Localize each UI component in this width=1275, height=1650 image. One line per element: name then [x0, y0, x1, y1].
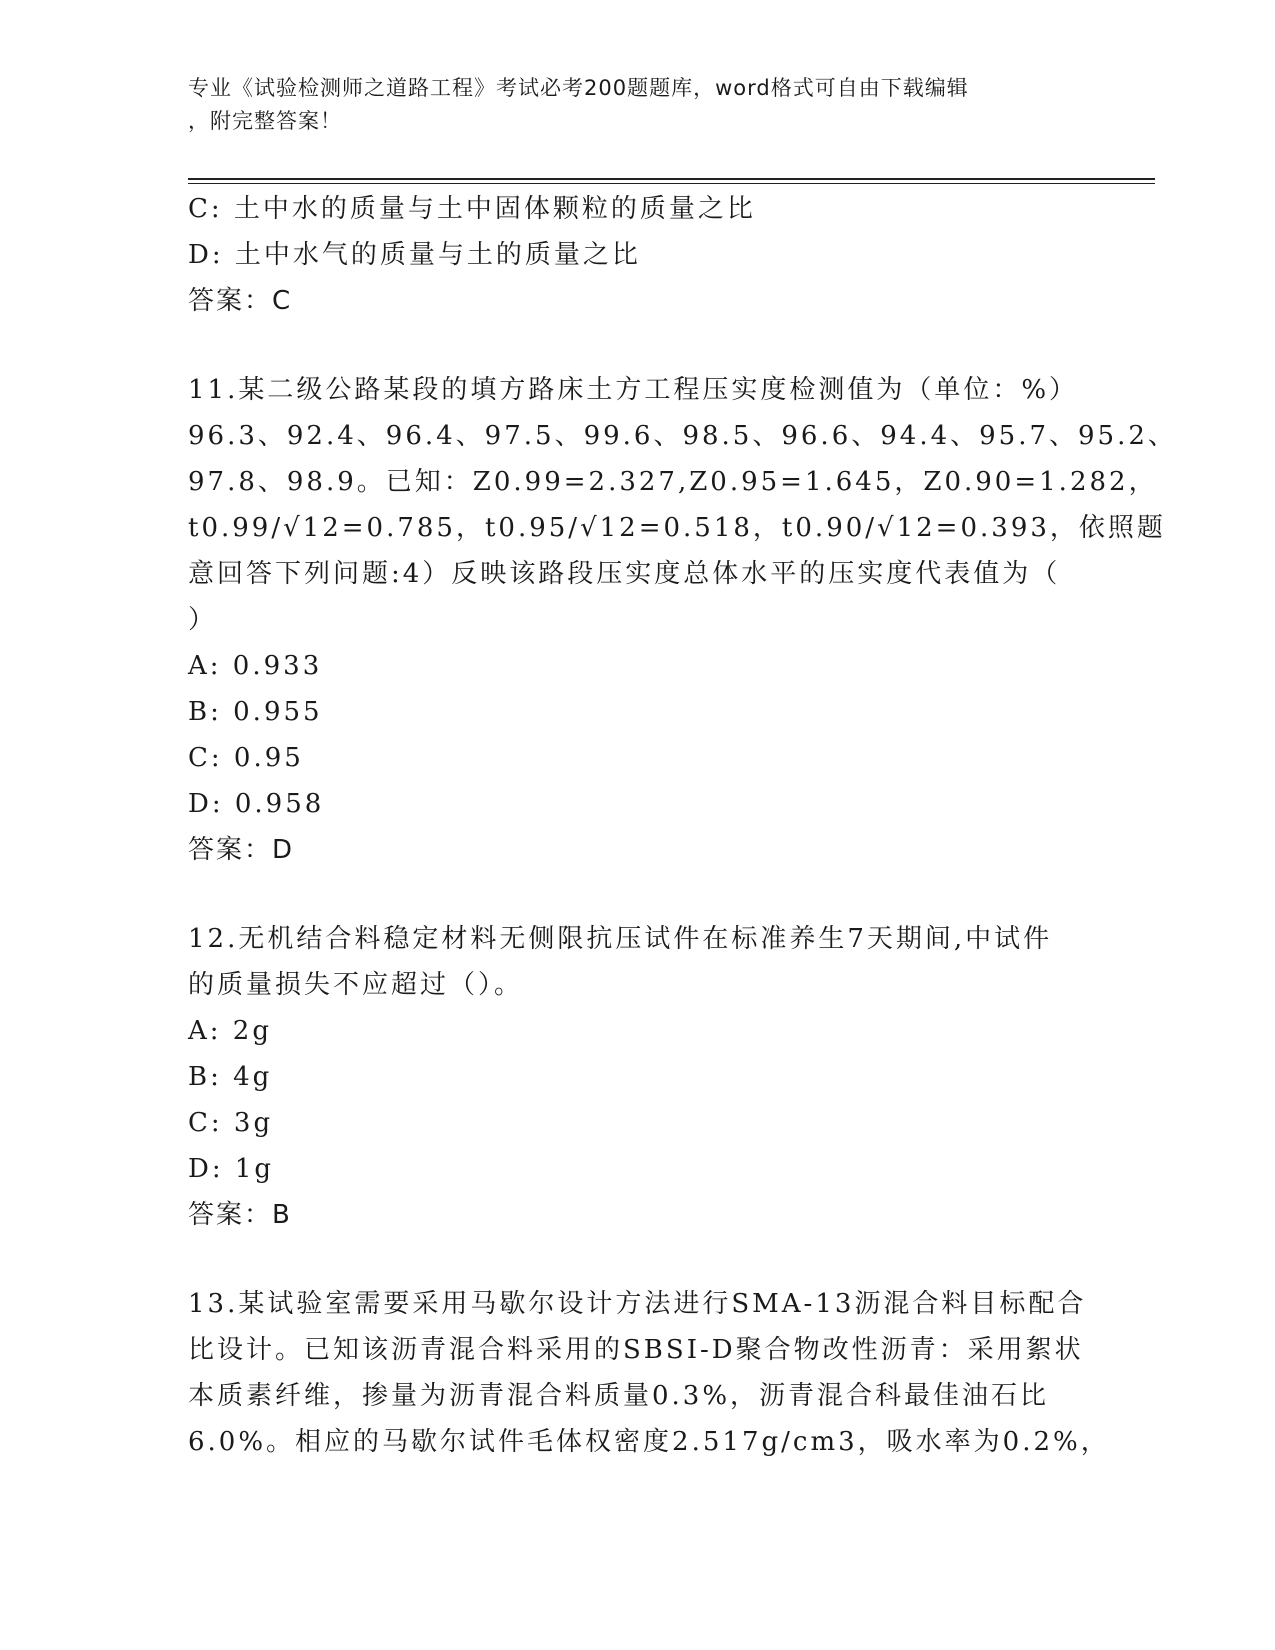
- question-text-line: 13.某试验室需要采用马歇尔设计方法进行SMA-13沥混合料目标配合: [188, 1289, 1087, 1319]
- question-text-line: 意回答下列问题:4）反映该路段压实度总体水平的压实度代表值为（: [188, 559, 1061, 589]
- document-body: [188, 186, 1177, 1465]
- question-text-line: 11.某二级公路某段的填方路床土方工程压实度检测值为（单位：%）: [188, 375, 1079, 405]
- option-c: C: 0.95: [188, 743, 304, 773]
- option-d: D: 0.958: [188, 789, 325, 819]
- option-d: D: 土中水气的质量与土的质量之比: [188, 240, 641, 270]
- option-a: A: 0.933: [188, 651, 323, 681]
- question-text-line: 97.8、98.9。已知：Z0.99=2.327,Z0.95=1.645，Z0.90=1.282，: [188, 467, 1158, 497]
- question-text-line: 12.无机结合料稳定材料无侧限抗压试件在标准养生7天期间,中试件: [188, 924, 1053, 954]
- header-rule-thick: [188, 178, 1155, 180]
- option-b: B: 4g: [188, 1062, 273, 1092]
- question-10-tail: [188, 186, 1088, 324]
- header-rule-thin: [188, 183, 1155, 184]
- question-11: [188, 367, 1177, 873]
- question-13: [188, 1281, 1110, 1465]
- question-text-line: 的质量损失不应超过（）。: [188, 970, 524, 1000]
- question-text-line: t0.99/√12=0.785，t0.95/√12=0.518，t0.90/√12=0.393，依照题: [188, 513, 1166, 543]
- header-line-1: 专业《试验检测师之道路工程》考试必考200题题库，word格式可自由下载编辑: [188, 76, 969, 100]
- answer-line: 答案：C: [188, 286, 293, 316]
- option-a: A: 2g: [188, 1016, 272, 1046]
- header-line-2: ，附完整答案！: [188, 109, 342, 133]
- answer-line: 答案：B: [188, 1200, 292, 1230]
- option-c: C: 3g: [188, 1108, 274, 1138]
- answer-line: 答案：D: [188, 835, 295, 865]
- question-text-line: 本质素纤维，掺量为沥青混合料质量0.3%，沥青混合科最佳油石比: [188, 1381, 1050, 1411]
- option-b: B: 0.955: [188, 697, 323, 727]
- option-d: D: 1g: [188, 1154, 275, 1184]
- question-text-line: 96.3、92.4、96.4、97.5、99.6、98.5、96.6、94.4、95.7、95.2、: [188, 421, 1177, 451]
- question-text-line: 6.0%。相应的马歇尔试件毛体权密度2.517g/cm3，吸水率为0.2%，: [188, 1427, 1110, 1457]
- option-c: C: 土中水的质量与土中固体颗粒的质量之比: [188, 194, 756, 224]
- question-12: [188, 916, 1088, 1238]
- document-header: [188, 72, 1068, 138]
- question-text-line: ）: [188, 605, 218, 635]
- question-text-line: 比设计。已知该沥青混合料采用的SBSI-D聚合物改性沥青：采用絮状: [188, 1335, 1084, 1365]
